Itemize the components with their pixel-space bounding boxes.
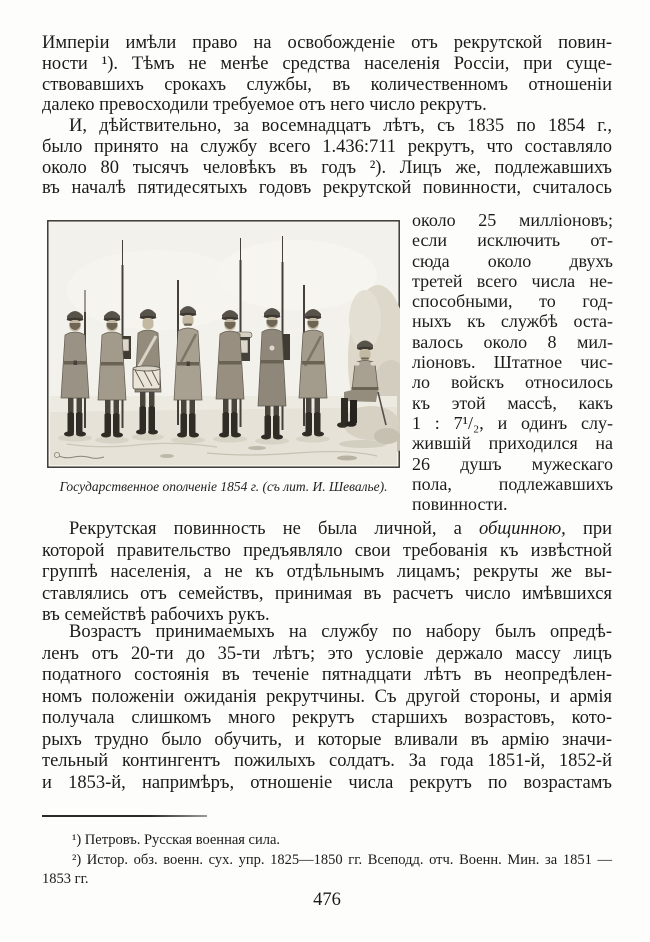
text-line: къ этой массѣ, какъ: [412, 392, 613, 413]
text-line: Возрастъ принимаемыхъ на службу по набору былъ опредѣ-: [69, 622, 612, 642]
text-line: номъ положеніи ожиданія рекрутчины. Съ другой стороны, и армія: [42, 686, 612, 707]
text-line: 1 : 7¹/₂, и одинъ слу-: [412, 412, 613, 433]
text-line: около 80 тысячъ человѣкъ въ годъ ²). Лицъ же, подлежавшихъ: [42, 157, 612, 178]
text-line: сюда около двухъ: [412, 250, 613, 271]
footnote-rule: [42, 815, 207, 817]
text-line: если исключить от-: [412, 230, 613, 251]
text-line: и 1853-й, напримѣръ, отношеніе числа рекрутъ по возрастамъ: [42, 772, 612, 793]
emphasized-word: общинною,: [479, 519, 566, 539]
footnotes: [42, 831, 612, 890]
text-line: ліоновъ. Штатное чис-: [412, 352, 613, 373]
footnote-2: ²) Истор. обз. военн. сух. упр. 1825—1850 гг. Всеподд. отч. Военн. Мин. за 1851 —: [72, 851, 612, 868]
text-line: пола, подлежавшихъ: [412, 473, 613, 494]
text-line: группѣ населенія, а не къ отдѣльнымъ лицамъ; рекруты же вы-: [42, 562, 612, 582]
text-line: ло войскъ относилось: [412, 372, 613, 393]
text-line: ности ¹). Тѣмъ не менѣе средства населенія Россіи, при суще-: [42, 53, 612, 74]
text-line: Имперіи имѣли право на освобожденіе отъ рекрутской повин-: [42, 33, 612, 53]
text-line: [42, 519, 612, 541]
text-line: ствовавшихъ срокахъ службы, въ количественномъ отношеніи: [42, 74, 612, 95]
text-line: получала слишкомъ много рекрутъ старшихъ возрастовъ, кото-: [42, 708, 612, 728]
text-line: третей всего числа не-: [412, 270, 613, 291]
wrap-column: [412, 210, 613, 514]
text-line: около 25 милліоновъ;: [412, 210, 613, 230]
illustration-caption: Государственное ополченіе 1854 г. (съ лит. И. Шевалье).: [59, 479, 388, 494]
text-line: ленъ отъ 20-ти до 35-ти лѣтъ; это условіе держало массу лицъ: [42, 643, 612, 664]
text-line: 26 душъ мужескаго: [412, 453, 613, 474]
paragraph-4: [42, 622, 612, 794]
paragraph-3: [42, 519, 612, 627]
text-line: ставлялись отъ семействъ, принимая въ расчетъ число имѣвшихся: [42, 583, 612, 604]
militia-lithograph: [47, 220, 400, 468]
text-line: которой правительство предъявляло свои требованія къ извѣстной: [42, 540, 612, 561]
text-line: жившій приходился на: [412, 433, 613, 454]
paragraph-1: [42, 33, 612, 116]
text-segment: Рекрутская повинность не была личной, а: [69, 519, 479, 539]
text-line: податного состоянія въ теченіе пятнадцати лѣтъ въ неопредѣлен-: [42, 665, 612, 685]
footnote-1: ¹) Петровъ. Русская военная сила.: [72, 832, 281, 848]
paragraph-2: [42, 116, 612, 199]
text-line: было принято на службу всего 1.436:711 рекрутъ, что составляло: [42, 136, 612, 157]
text-line: рыхъ трудно было обучить, и которые вливали въ армію значи-: [42, 729, 612, 750]
page-number: 476: [313, 890, 341, 910]
text-line: въ семействѣ рабочихъ рукъ.: [42, 605, 270, 625]
text-segment: при: [565, 519, 612, 539]
text-line: ныхъ къ службѣ оста-: [412, 311, 613, 332]
militia-lithograph-image: [47, 220, 400, 468]
footnote-2-continued: 1853 гг.: [42, 871, 89, 887]
text-line: способными, то год-: [412, 291, 613, 312]
text-line: тельный контингентъ пожилыхъ солдатъ. За года 1851-й, 1852-й: [42, 751, 612, 771]
text-line: далеко превосходили требуемое отъ него число рекрутъ.: [42, 95, 487, 116]
text-line: повинности.: [412, 494, 508, 515]
text-line: валось около 8 мил-: [412, 331, 613, 352]
text-line: И, дѣйствительно, за восемнадцатъ лѣтъ, съ 1835 по 1854 г.,: [69, 116, 612, 136]
text-line: въ началѣ пятидесятыхъ годовъ рекрутской повинности, считалось: [42, 178, 612, 199]
